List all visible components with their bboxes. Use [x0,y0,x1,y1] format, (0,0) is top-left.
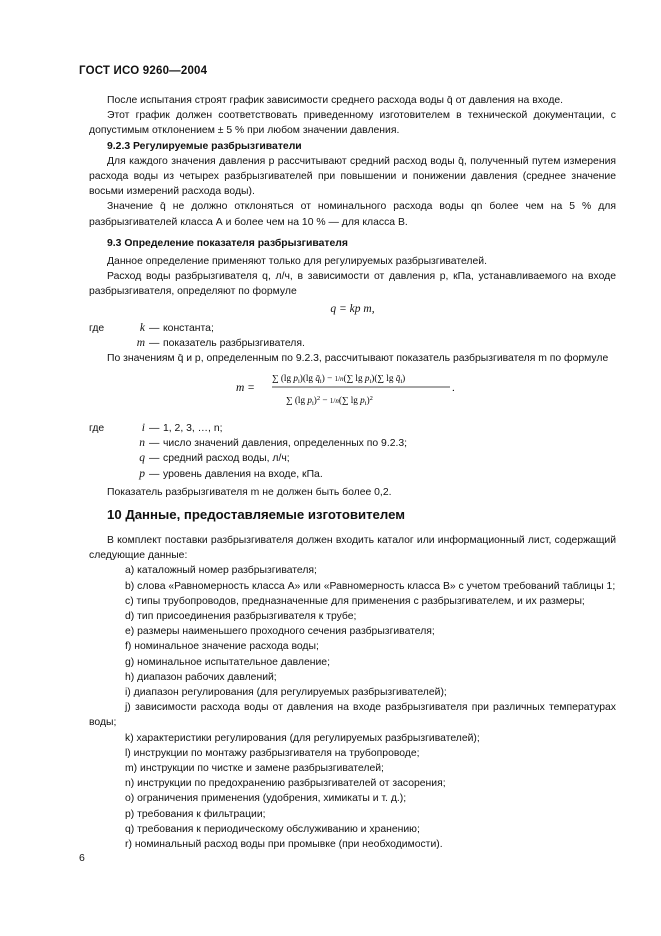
where-block-2 [89,421,616,500]
formula-flow-rate: q = kp m, [330,302,375,315]
list-item-text: слова «Равномерность класса А» или «Равномерность класса В» с учетом требований таблицы 1; [137,580,616,592]
where-row [89,436,616,451]
list-item-text: инструкции по предохранению разбрызгивателей от засорения; [137,778,446,790]
where-text: показатель разбрызгивателя. [163,338,305,350]
paragraph: По значениям q̄ и p, определенным по 9.2.3, рассчитывают показатель разбрызгивателя m по формуле [107,353,609,365]
list-item-text: размеры наименьшего проходного сечения разбрызгивателя; [137,626,435,638]
section-heading-10: 10 Данные, предоставляемые изготовителем [107,507,406,522]
list-item-letter: h) [125,671,135,683]
subsection-heading-9-2-3: 9.2.3 Регулируемые разбрызгиватели [107,140,302,152]
where-dash: — [149,453,160,465]
list-item-letter: i) [125,687,131,699]
formula-exponent [236,363,461,413]
paragraph: Данное определение применяют только для регулируемых разбрызгивателей. [107,256,487,268]
where-text: средний расход воды, л/ч; [163,453,290,465]
where-text: уровень давления на входе, кПа. [163,468,323,480]
list-item-letter: l) [125,747,131,759]
list-item-text: требования к фильтрации; [137,808,266,820]
paragraph: Значение q̄ не должно отклоняться от номинального расхода воды qn более чем на 5 % для разбрызгивателей класса А и более чем на 10 % — для класса В. [89,201,616,228]
list-item [89,609,616,624]
list-item-text: диапазон рабочих давлений; [137,671,277,683]
where-dash: — [149,468,160,480]
section-9-2-body [89,93,616,366]
list-item-letter: p) [125,808,135,820]
paragraph: Расход воды разбрызгивателя q, л/ч, в зависимости от давления p, кПа, устанавливаемого на входе разбрызгивателя, определяют по формуле [89,271,616,298]
list-item [89,776,616,791]
list-item-text: требования к периодическому обслуживанию и хранению; [137,823,420,835]
list-item-letter: b) [125,580,135,592]
where-text: константа; [163,322,214,334]
list-item-text: типы трубопроводов, предназначенные для применения с разбрызгивателем, и их размеры; [136,595,585,607]
list-item-text: номинальное значение расхода воды; [134,641,319,653]
list-item-text: инструкции по чистке и замене разбрызгивателей; [140,763,384,775]
list-item-text: диапазон регулирования (для регулируемых разбрызгивателей); [133,687,447,699]
list-item [89,594,616,609]
where-dash: — [149,438,160,450]
list-item-text: номинальное испытательное давление; [137,656,330,668]
paragraph: Для каждого значения давления p рассчитывают средний расход воды q̄, полученный путем измерения расхода воды из четырех разбрызгивателей при повышении и понижении давления (среднее значение восьми измерений расхода воды). [89,155,616,198]
list-item-letter: e) [125,626,135,638]
paragraph: После испытания строят график зависимости среднего расхода воды q̄ от давления на входе. [107,95,564,106]
list-item-letter: j) [125,702,131,714]
list-item [89,579,616,594]
list-item-letter: o) [125,793,135,805]
list-item [89,685,616,700]
list-item [89,670,616,685]
where-dash: — [149,423,160,434]
list-item [89,624,616,639]
list-item-letter: q) [125,823,135,835]
list-item-text: характеристики регулирования (для регулируемых разбрызгивателей); [136,732,480,744]
list-item-letter: g) [125,656,135,668]
formula-denominator: ∑ (lg $p_i)^2 - 1/n(\sum$ $\lg p_i)^2$ [286,395,373,407]
where-lead [89,467,111,482]
where-lead [89,436,111,451]
where-dash: — [149,338,160,350]
list-item-text: зависимости расхода воды от давления на входе разбрызгивателя при различных температурах воды; [89,702,616,729]
where-list-2 [89,421,616,482]
where-symbol: k [139,321,145,334]
where-lead [89,451,111,466]
formula-lhs: m = [236,382,255,394]
where-row [89,336,616,351]
where-lead: где [89,322,105,334]
list-item-text: инструкции по монтажу разбрызгивателя на трубопроводе; [133,747,420,759]
list-item-text: тип присоединения разбрызгивателя к трубе; [137,611,357,623]
list-item-letter: n) [125,778,135,790]
where-row [89,467,616,482]
list-item-letter: c) [125,595,134,607]
paragraph: Этот график должен соответствовать приведенному изготовителем в технической документации, с допустимым отклонением ± 5 % при любом значении давления. [89,110,616,137]
list-item [89,791,616,806]
list-item [89,639,616,654]
list-item [89,807,616,822]
where-lead [89,336,111,351]
where-symbol: n [139,437,145,450]
list-item [89,822,616,837]
section-10-body [89,533,616,852]
where-symbol: i [141,422,145,434]
where-symbol: p [139,467,145,480]
list-item-text: ограничения применения (удобрения, химикаты и т. д.); [137,793,407,805]
where-row [89,321,616,336]
formula-numerator: ∑ (lg $p_i)(\lg$ $q̄_i) - 1/n(\sum$ $\lg p_i)(\sum$ $\lg q̄_i$) [272,373,406,385]
where-symbol: m [136,337,145,350]
list-item-text: номинальный расход воды при промывке (при необходимости). [134,839,443,851]
list-item-text: каталожный номер разбрызгивателя; [137,565,317,577]
list-item-letter: k) [125,732,134,744]
list-item-letter: r) [125,839,132,851]
where-row [89,451,616,466]
list-item-letter: a) [125,565,135,577]
list-item [89,746,616,761]
list-item-letter: m) [125,763,138,775]
page-number: 6 [79,852,85,864]
paragraph: Показатель разбрызгивателя m не должен быть более 0,2. [107,486,392,498]
list-item [89,837,616,852]
where-row [89,421,616,436]
where-dash: — [149,322,160,334]
where-text: 1, 2, 3, …, n; [163,423,223,434]
list-item [89,731,616,746]
where-list-1 [89,321,616,351]
list-item-letter: d) [125,611,135,623]
paragraph: В комплект поставки разбрызгивателя должен входить каталог или информационный лист, содержащий следующие данные: [89,535,616,562]
section-heading-9-3: 9.3 Определение показателя разбрызгивателя [107,237,348,249]
document-header: ГОСТ ИСО 9260—2004 [79,65,208,77]
list-item [89,761,616,776]
where-text: число значений давления, определенных по 9.2.3; [163,438,408,450]
list-item-letter: f) [125,641,132,653]
list-item [89,563,616,578]
where-symbol: q [139,452,145,465]
where-lead: где [89,423,105,434]
manufacturer-data-list [89,563,616,852]
list-item [89,700,616,730]
list-item [89,655,616,670]
formula-tail: . [452,382,455,394]
